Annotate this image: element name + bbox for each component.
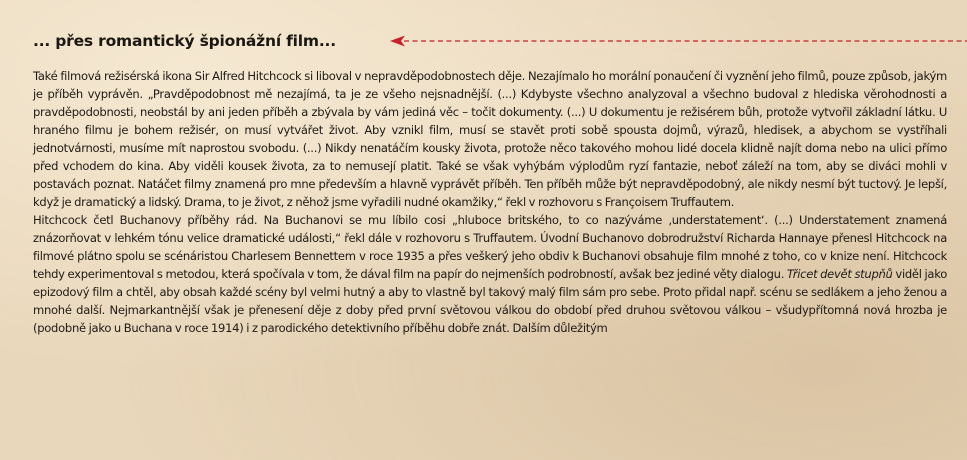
paragraph-2 xyxy=(33,211,947,337)
heading-row xyxy=(33,30,963,54)
paragraph-1: Také filmová režisérská ikona Sir Alfred Hitchcock si liboval v nepravděpodobnostech děje. Nezajímalo ho morální ponaučení či vyznění jeho filmů, pouze způsob, jakým je příběh vyprávěn. „Pravděpodobnost mě nezajímá, ta je ze všeho nejsnadnější. (...) Kdybyste všechno analyzoval a všechno budoval z hlediska věrohodnosti a pravděpodobnosti, neobstál by ani jeden příběh a zbývala by vám jediná věc – točit dokumenty. (...) U dokumentu je režisérem bůh, protože vytvořil základní látku. U hraného filmu je bohem režisér, on musí vytvářet život. Aby vznikl film, musí se stavět proti sobě spousta dojmů, výrazů, hledisek, a abychom se vystříhali jednotvárnosti, musíme mít naprostou svobodu. (...) Nikdy nenatáčím kousky života, protože něco takového mohou lidé docela klidně najít doma nebo na ulici přímo před vchodem do kina. Aby viděli kousek života, za to nemusejí platit. Také se však vyhýbám výplodům ryzí fantazie, neboť záleží na tom, aby se diváci mohli v postavách poznat. Natáčet filmy znamená pro mne především a hlavně vyprávět příběh. Ten příběh může být nepravděpodobný, ale nikdy nesmí být tuctový. Je lepší, když je dramatický a lidský. Drama, to je život, z něhož jsme vyřadili nudné okamžiky,“ řekl v rozhovoru s Françoisem Truffautem. xyxy=(33,69,947,209)
arrowhead xyxy=(390,36,405,47)
section-heading: ... přes romantický špionážní film... xyxy=(33,32,336,50)
dashed-arrow-left-icon xyxy=(390,33,967,49)
article-body xyxy=(33,67,947,337)
paragraph-2-part-2: viděl jako epizodový film a chtěl, aby obsah každé scény byl velmi hutný a aby to vlastně byl takový malý film sám pro sebe. Proto přidal např. scénu se sedlákem a jeho ženou a mnohé další. Nejmarkantnější však je přenesení děje z doby před první světovou válkou do období před druhou světovou válkou – všudypřítomná nová hrozba je (podobně jako u Buchana v roce 1914) i z parodického detektivního příběhu dobře znát. Dalším důležitým xyxy=(33,267,948,335)
paragraph-2-part-1: Hitchcock četl Buchanovy příběhy rád. Na Buchanovi se mu líbilo cosi „hluboce britského, to co nazýváme ‚understatement‘. (...) Understatement znamená znázorňovat v lehkém tónu velice dramatické události,“ řekl dále v rozhovoru s Truffautem. Úvodní Buchanovo dobrodružství Richarda Hannaye přenesl Hitchcock na filmové plátno spolu se scénáristou Charlesem Bennettem v roce 1935 a přes veškerý jeho obdiv k Buchanovi obsahuje film mnohé z toho, co v knize není. Hitchcock tehdy experimentoval s metodou, která spočívala v tom, že dával film na papír do nejmenších podrobností, avšak bez jediné věty dialogu. xyxy=(33,213,947,281)
film-title: Třicet devět stupňů xyxy=(786,267,893,281)
